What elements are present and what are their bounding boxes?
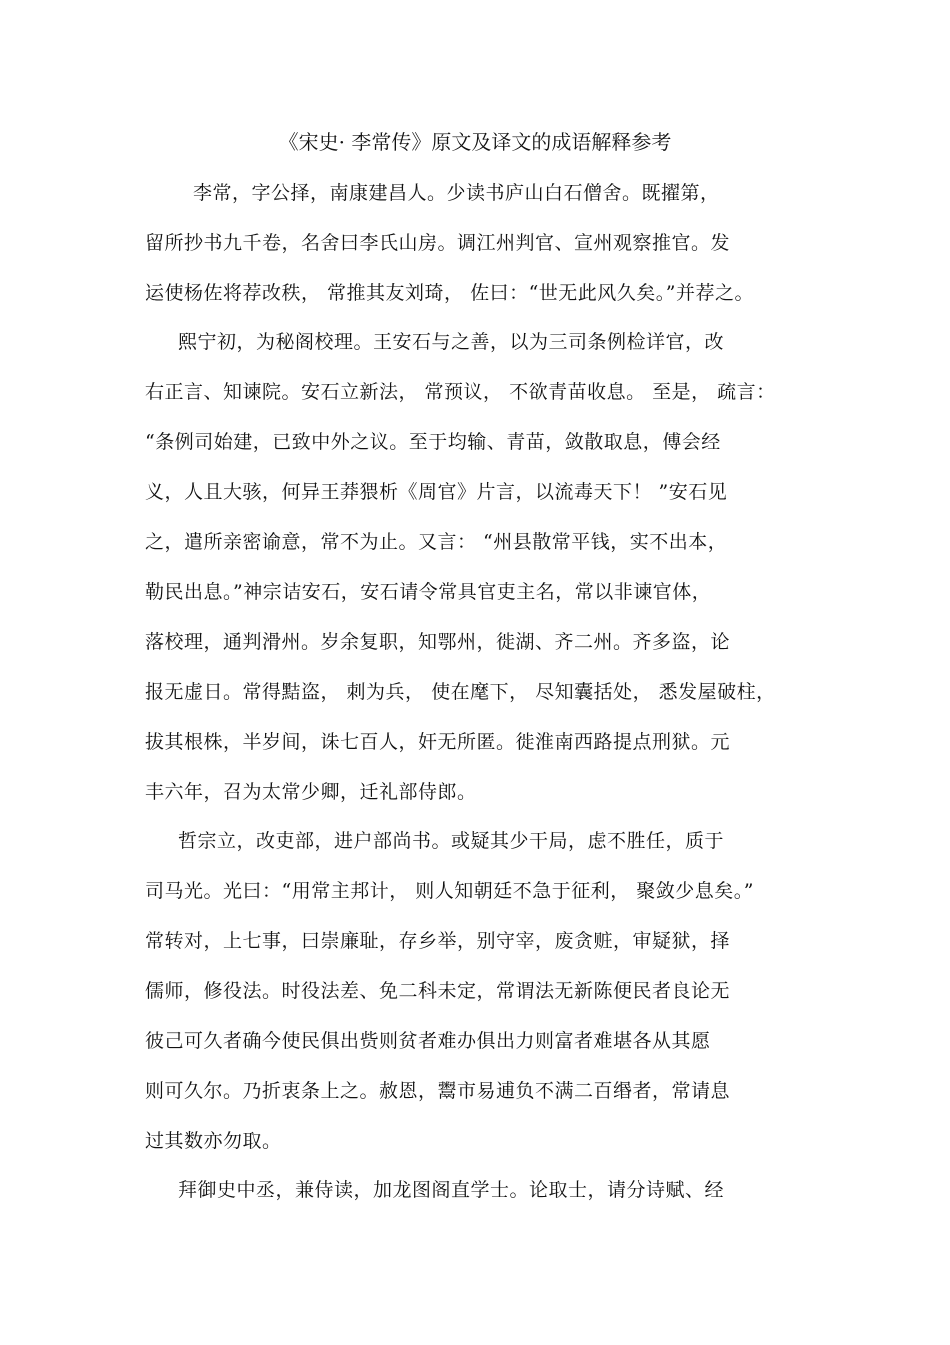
text-line: 彼己可久者确今使民俱出赀则贫者难办俱出力则富者难堪各从其愿 <box>145 1030 711 1052</box>
text-line: 过其数亦勿取。 <box>145 1130 282 1152</box>
text-line: 司马光。光曰：“用常主邦计， 则人知朝廷不急于征利， 聚敛少息矣。” <box>145 880 755 902</box>
text-line: 哲宗立，改吏部，进户部尚书。或疑其少干局，虑不胜任，质于 <box>178 830 725 852</box>
text-line: 留所抄书九千卷，名舍曰李氏山房。调江州判官、宣州观察推官。发 <box>145 232 731 254</box>
text-line: 丰六年，召为太常少卿，迁礼部侍郎。 <box>145 781 477 803</box>
text-line: 拔其根株，半岁间，诛七百人，奸无所匿。徙淮南西路提点刑狱。元 <box>145 731 731 753</box>
text-line: 报无虚日。常得黠盗， 刺为兵， 使在麾下， 尽知囊括处， 悉发屋破柱， <box>145 681 776 703</box>
text-line: 拜御史中丞，兼侍读，加龙图阁直学士。论取士，请分诗赋、经 <box>178 1179 725 1201</box>
text-line: 李常，字公择，南康建昌人。少读书庐山白石僧舍。既擢第， <box>193 182 720 204</box>
text-line: 则可久尔。乃折衷条上之。赦恩，鬻市易逋负不满二百缗者，常请息 <box>145 1080 731 1102</box>
text-line: 义，人且大骇，何异王莽猥析《周官》片言，以流毒天下！ ”安石见 <box>145 481 728 503</box>
text-line: 勒民出息。”神宗诘安石，安石请令常具官吏主名，常以非谏官体， <box>145 581 712 603</box>
text-line: 之，遣所亲密谕意，常不为止。又言： “州县散常平钱，实不出本， <box>145 531 728 553</box>
text-line: 熙宁初，为秘阁校理。王安石与之善，以为三司条例检详官，改 <box>178 331 725 353</box>
text-line: 右正言、知谏院。安石立新法， 常预议， 不欲青苗收息。 至是， 疏言： <box>145 381 776 403</box>
text-line: 儒师，修役法。时役法差、免二科未定，常谓法无新陈便民者良论无 <box>145 980 731 1002</box>
text-line: “条例司始建，已致中外之议。至于均输、青苗，敛散取息，傅会经 <box>145 431 721 453</box>
document-title: 《宋史· 李常传》原文及译文的成语解释参考 <box>278 130 672 154</box>
text-line: 落校理，通判滑州。岁余复职，知鄂州，徙湖、齐二州。齐多盗，论 <box>145 631 731 653</box>
text-line: 运使杨佐将荐改秩， 常推其友刘琦， 佐曰：“世无此风久矣。”并荐之。 <box>145 282 755 304</box>
text-line: 常转对，上七事，曰崇廉耻，存乡举，别守宰，废贪赃，审疑狱，择 <box>145 930 731 952</box>
